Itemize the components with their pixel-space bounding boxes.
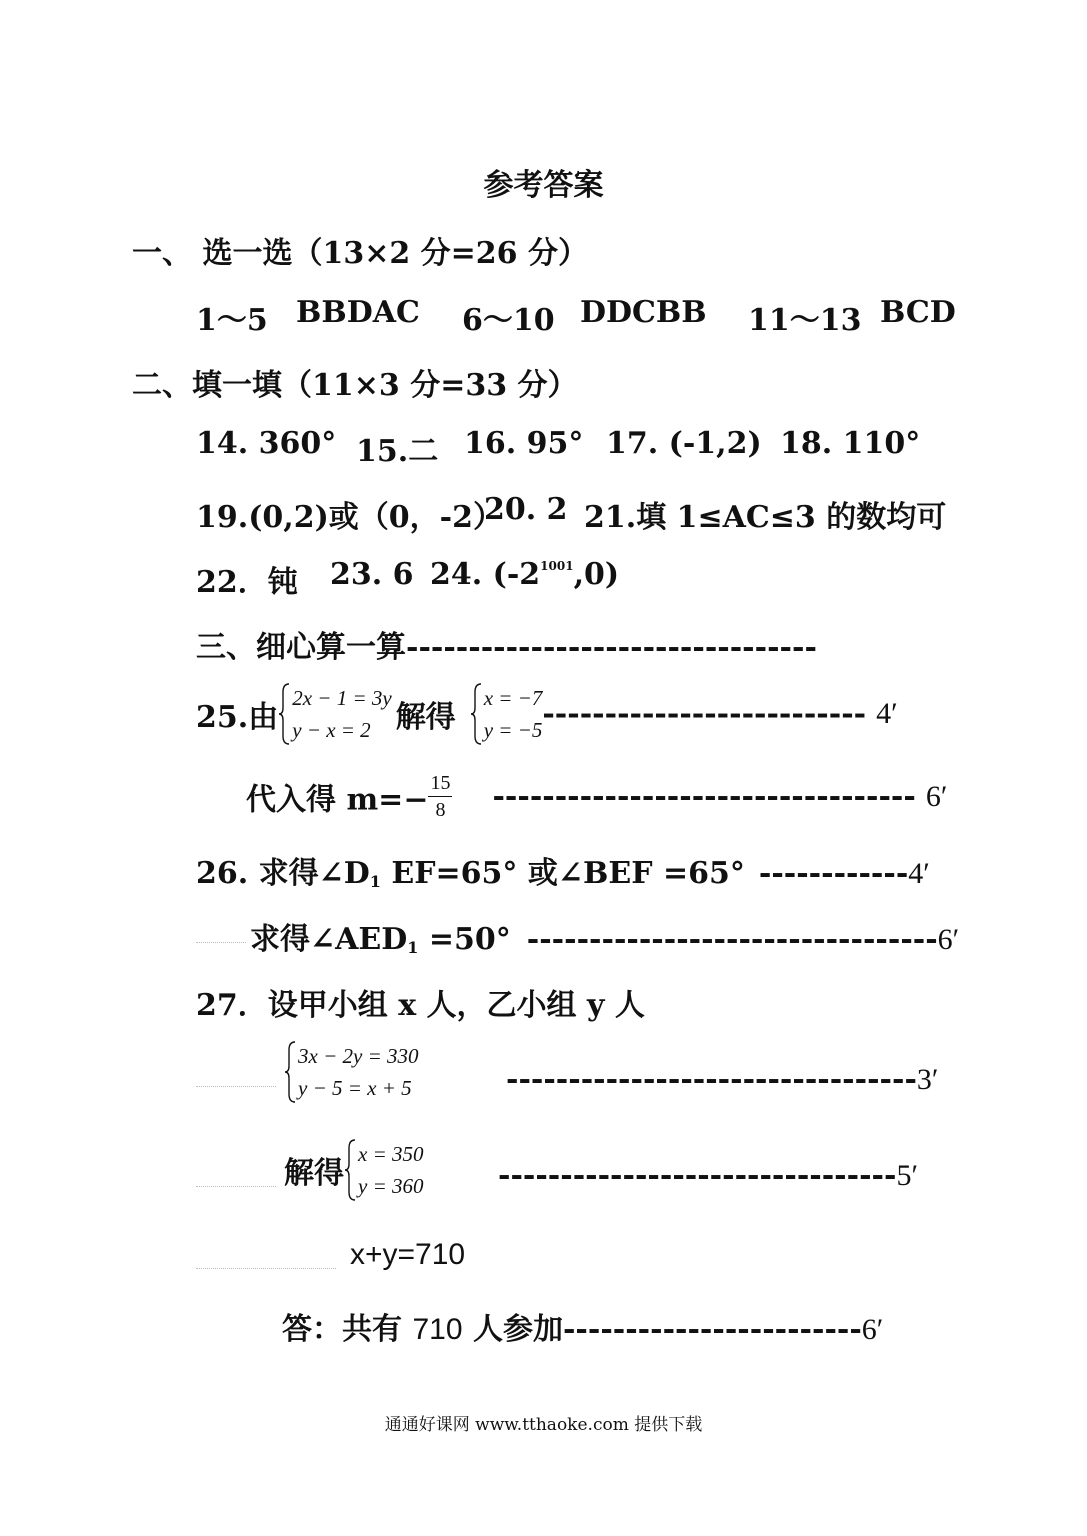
q25-solution: x = −7 y = −5	[470, 682, 543, 746]
fill-23: 23. 6	[330, 557, 414, 592]
mc-range-1: 1～5	[196, 303, 268, 338]
fill-22: 22．钝	[196, 565, 298, 600]
q26-line2: 求得$\angle AED_1 =50^\circ$ ---------------------------------6′	[250, 922, 960, 957]
brace-icon	[284, 1040, 296, 1104]
fill-14: 14. 360°	[196, 426, 337, 461]
q27-system-row	[284, 1040, 418, 1104]
q25-line1: 25.由 2x − 1 = 3y y − x = 2 解得 x = −7 y = −5 -------------------------- 4′	[196, 682, 898, 746]
q25-line2: 代入得 m=− $\frac{15}{8}$ ---------------------------------- 6′	[246, 772, 948, 821]
q27-sum: x+y=710	[350, 1238, 466, 1271]
mc-letters-1: BBDAC	[296, 295, 420, 330]
section2-heading: 二、填一填（11×3 分=33 分）	[132, 368, 578, 403]
fill-20: 20. 2	[484, 492, 568, 527]
section1-heading: 一、 选一选（13×2 分=26 分）	[132, 236, 588, 271]
q27-system: 3x − 2y = 330 y − 5 = x + 5	[284, 1040, 418, 1104]
fill-21: 21.填 1≤AC≤3 的数均可	[584, 500, 947, 535]
fill-16: 16. 95°	[464, 426, 584, 461]
q26-line1: 26. 求得$\angle D_1$ EF=65° 或∠BEF =65° ------------4′	[196, 856, 930, 891]
q27-answer: 答：共有 710 人参加------------------------6′	[282, 1312, 884, 1347]
brace-icon	[278, 682, 290, 746]
fill-15: 15.二	[356, 434, 439, 469]
section3-heading: 三、细心算一算---------------------------------	[196, 630, 817, 665]
fraction: $\frac{15}{8}$	[430, 772, 451, 821]
fill-17: 17. (-1,2)	[606, 426, 762, 461]
q27-marker-3: ---------------------------------3′	[506, 1062, 939, 1097]
q27-solution-row: 解得 x = 350 y = 360	[284, 1138, 424, 1202]
fill-19: 19.(0,2)或（0，-2）	[196, 500, 503, 535]
q25-system: 2x − 1 = 3y y − x = 2	[278, 682, 391, 746]
footer-source: 通通好课网 www.tthaoke.com 提供下载	[384, 1415, 703, 1435]
fill-18: 18. 110°	[780, 426, 921, 461]
q27-solution: x = 350 y = 360	[344, 1138, 424, 1202]
mc-letters-3: BCD	[880, 295, 956, 330]
mc-range-3: 11～13	[748, 303, 862, 338]
mc-range-2: 6～10	[462, 303, 555, 338]
q27-marker-5: --------------------------------5′	[498, 1158, 918, 1193]
page-title: 参考答案	[483, 168, 604, 203]
q27-line1: 27．设甲小组 x 人，乙小组 y 人	[196, 988, 645, 1023]
fill-24: 24. $(-2^{1001},0)$	[430, 557, 620, 592]
mc-letters-2: DDCBB	[580, 295, 707, 330]
